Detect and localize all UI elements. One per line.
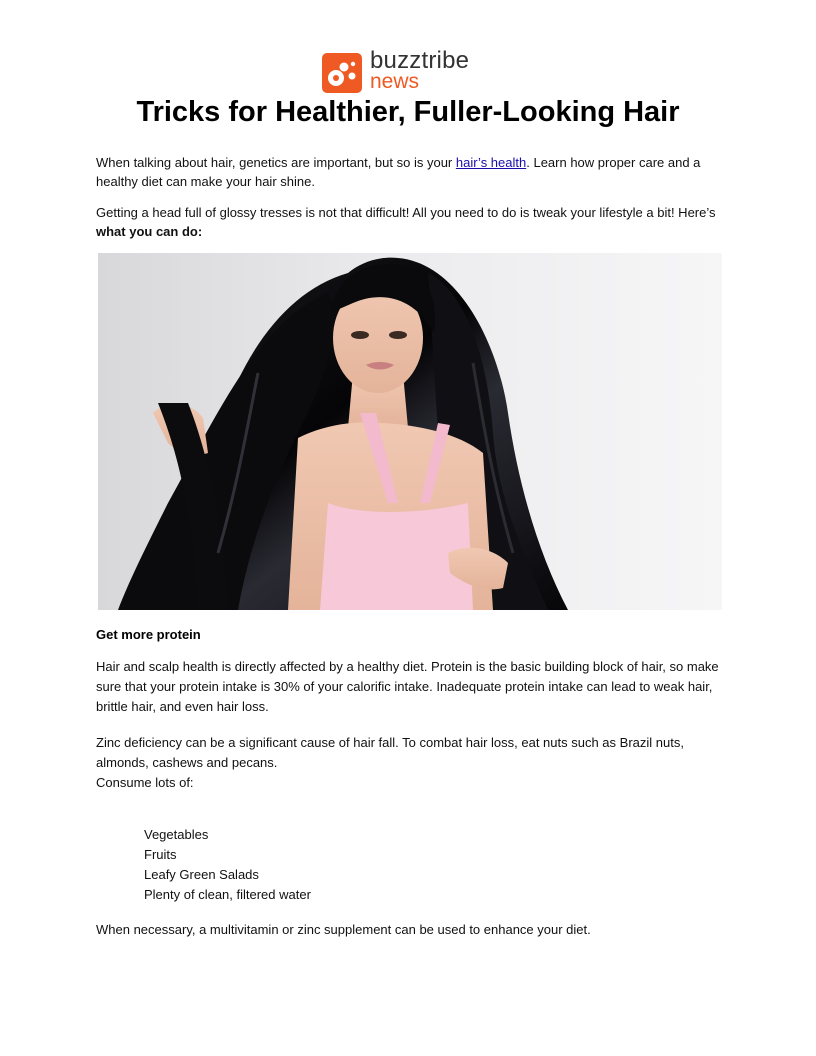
consume-text: Consume lots of: — [96, 775, 194, 790]
logo-sub-text: news — [370, 69, 420, 93]
buzztribe-logo-icon — [322, 53, 362, 93]
hair-health-link[interactable]: hair’s health — [455, 155, 527, 170]
buzztribe-logo[interactable] — [322, 46, 470, 93]
logo-wordmark — [370, 46, 470, 93]
article-title: Tricks for Healthier, Fuller-Looking Hair — [136, 96, 680, 128]
hero-image — [98, 253, 722, 610]
lifestyle-bold-text: what you can do: — [96, 224, 203, 239]
intro-text-end: . Learn how proper care and a healthy diet can make your hair shine. — [96, 155, 701, 189]
intro-text-start: When talking about hair, genetics are important, but so is your — [96, 155, 456, 170]
lifestyle-text: Getting a head full of glossy tresses is not that difficult! All you need to do is tweak your lifestyle a bit! Here’s — [96, 205, 716, 220]
list-item: Vegetables — [144, 827, 209, 842]
lifestyle-paragraph — [96, 203, 726, 241]
section-heading: Get more protein — [96, 627, 201, 642]
zinc-text: Zinc deficiency can be a significant cause of hair fall. To combat hair loss, eat nuts such as Brazil nuts, almonds, cashews and pecans. — [96, 735, 684, 770]
list-item: Plenty of clean, filtered water — [144, 887, 311, 902]
list-item: Fruits — [144, 847, 177, 862]
closing-paragraph: When necessary, a multivitamin or zinc supplement can be used to enhance your diet. — [96, 922, 591, 937]
food-list — [144, 825, 311, 905]
protein-paragraph: Hair and scalp health is directly affected by a healthy diet. Protein is the basic building block of hair, so make sure that your protein intake is 30% of your calorific intake. Inadequate protein intake can lead to weak hair, brittle hair, and even hair loss. — [96, 659, 719, 714]
list-item: Leafy Green Salads — [144, 867, 259, 882]
zinc-paragraph — [96, 733, 726, 793]
logo-brand-text: buzztribe — [370, 46, 470, 74]
intro-paragraph — [96, 153, 726, 191]
